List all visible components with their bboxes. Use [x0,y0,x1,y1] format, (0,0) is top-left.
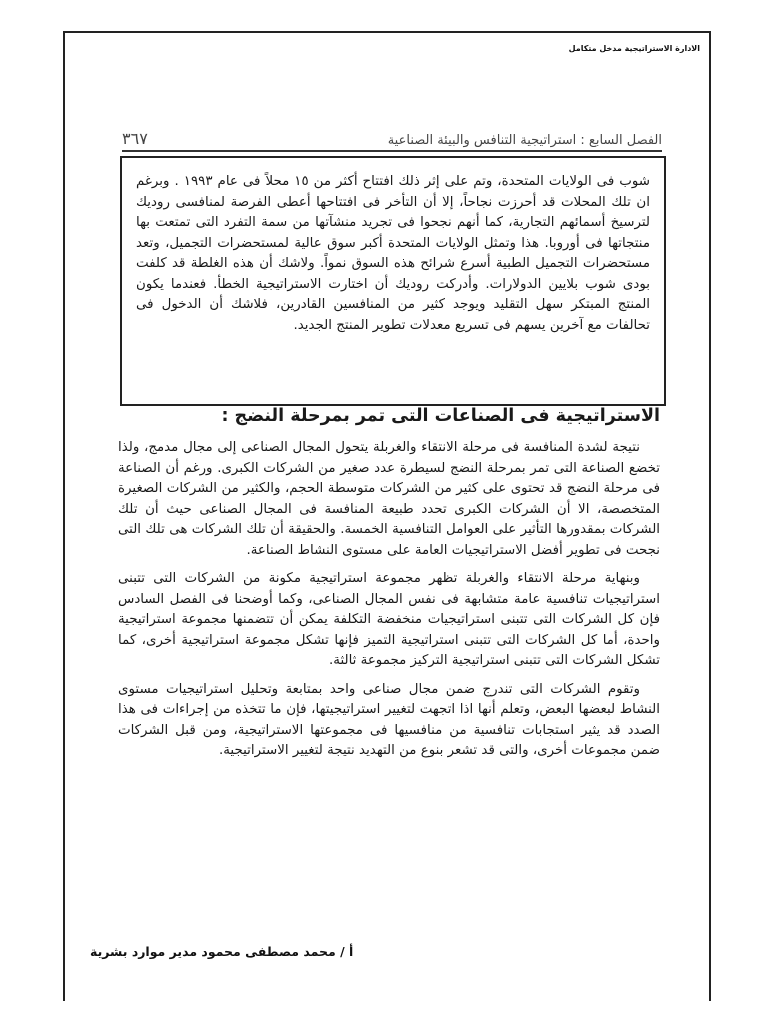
footer-author: أ / محمد مصطفى محمود مدير موارد بشرية [90,944,354,959]
body-paragraph-3: وتقوم الشركات التى تندرج ضمن مجال صناعى واحد بمتابعة وتحليل استراتيجيات مستوى النشاط لبعضها البعض، وتعلم أنها اذا اتجهت لتغيير استراتيجيتها، فإن ما تتخذه من إجراءات فى هذا الصدد قد يثير استجابات تنافسية من منافسيها فى مجموعتها الاستراتيجية، ومن قبل الشركات ضمن مجموعات أخرى، والتى قد تشعر بنوع من التهديد نتيجة لتغيير الاستراتيجية. [118,681,660,758]
boxed-case-study [120,156,666,406]
scanned-book-page [112,118,670,898]
body-paragraph-1: نتيجة لشدة المنافسة فى مرحلة الانتقاء والغربلة يتحول المجال الصناعى إلى مجال مدمج، ولذا تخضع الصناعة التى تمر بمرحلة النضج لسيطرة عدد صغير من الشركات الكبرى. ورغم أن الصناعة فى مرحلة النضج قد تحتوى على كثير من الشركات متوسطة الحجم، والكثير من الشركات الصغيرة المتخصصة، الا أن الشركات الكبرى تحدد طبيعة المنافسة فى المجال الصناعى حيث أن تلك الشركات بمقدورها التأثير على العوامل التنافسية الخمسة. والحقيقة أن تلك الشركات هى تلك التى نجحت فى تطوير أفضل الاستراتيجيات العامة على مستوى النشاط الصناعة. [118,440,660,558]
body-paragraph-2: وبنهاية مرحلة الانتقاء والغربلة تظهر مجموعة استراتيجية مكونة من الشركات التى تتبنى استراتيجيات تنافسية عامة متشابهة فى نفس المجال الصناعى، وكما أوضحنا فى الفصل السادس فإن كل الشركات التى تتبنى استراتيجيات منخفضة التكلفة يمكن أن تتضمنها مجموعة استراتيجية واحدة، أما كل الشركات التى تتبنى استراتيجية التميز فإنها تشكل مجموعة استراتيجية أخرى، كما تشكل الشركات التى تتبنى استراتيجية التركيز مجموعة ثالثة. [118,571,660,668]
body-text [118,438,660,770]
page-number: ٣٦٧ [122,129,148,148]
section-heading: الاستراتيجية فى الصناعات التى تمر بمرحلة النضج : [221,406,660,426]
box-paragraph: شوب فى الولايات المتحدة، وتم على إثر ذلك افتتاح أكثر من ١٥ محلاً فى عام ١٩٩٣ . وبرغم ان تلك المحلات قد أحرزت نجاحاً، إلا أن التأخر فى افتتاحها أعطى الفرصة لمنافسى روديك لترسيخ أسمائهم التجارية، كما أنهم نجحوا فى تجريد منشآتها من سمة التفرد التى تمتعت بها منتجاتها فى أوروبا. هذا وتمثل الولايات المتحدة أكبر سوق عالية لمستحضرات التجميل، وتعد مستحضرات التجميل الطبية أسرع شرائح هذه السوق نمواً. ولاشك أن هذه الغلطة قد كلفت بودى شوب بلايين الدولارات. وأدركت روديك أن اختارت الاستراتيجية الخطأ. فعندما يكون المنتج المبتكر سهل التقليد ويوجد كثير من المنافسين القادرين، فلاشك أن الدخول فى تحالفات مع آخرين يسهم فى تسريع معدلات تطوير المنتج الجديد. [136,174,650,333]
running-header: الادارة الاستراتيجية مدخل متكامل [568,44,700,53]
chapter-title: الفصل السابع : استراتيجية التنافس والبيئة الصناعية [387,133,662,148]
chapter-header [122,128,662,152]
